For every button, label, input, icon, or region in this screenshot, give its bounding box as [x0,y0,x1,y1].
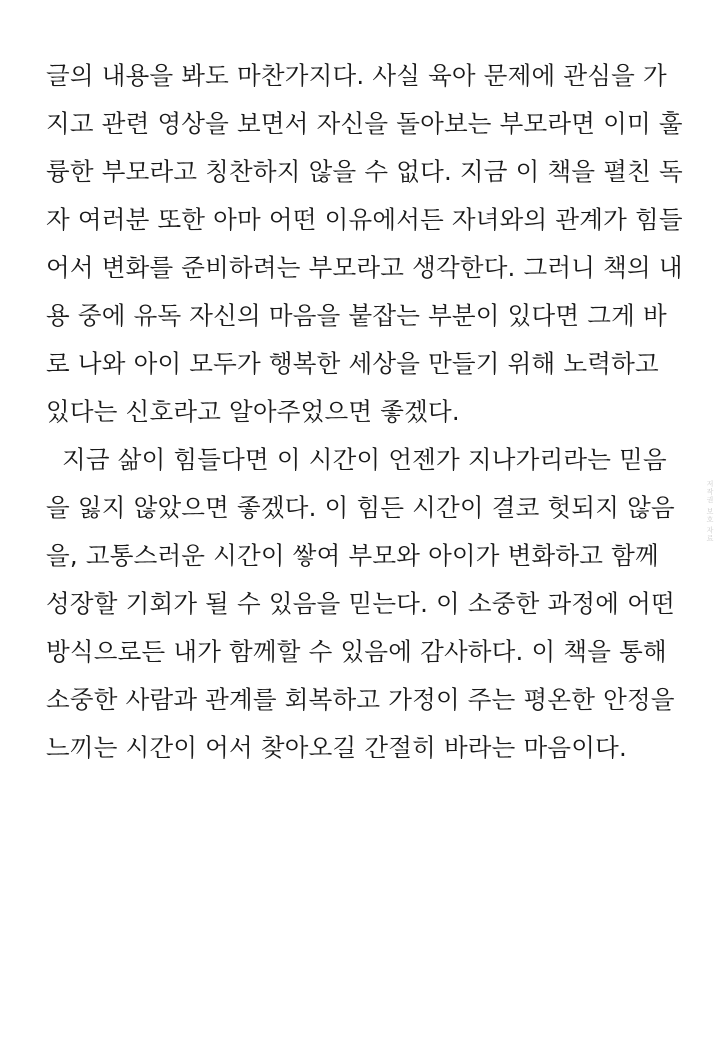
text-line: 지금 삶이 힘들다면 이 시간이 언젠가 지나가리라는 믿음 [46,445,667,474]
body-text [46,52,686,772]
margin-watermark: 저작권 보호 자료 [706,480,714,543]
text-line: 용 중에 유독 자신의 마음을 붙잡는 부분이 있다면 그게 바 [46,301,667,330]
text-line: 있다는 신호라고 알아주었으면 좋겠다. [46,397,460,426]
text-line: 륭한 부모라고 칭찬하지 않을 수 없다. 지금 이 책을 펼친 독 [46,157,683,186]
text-line: 성장할 기회가 될 수 있음을 믿는다. 이 소중한 과정에 어떤 [46,589,675,618]
text-line: 지고 관련 영상을 보면서 자신을 돌아보는 부모라면 이미 훌 [46,109,683,138]
text-line: 글의 내용을 봐도 마찬가지다. 사실 육아 문제에 관심을 가 [46,61,667,90]
text-line: 느끼는 시간이 어서 찾아오길 간절히 바라는 마음이다. [46,733,627,762]
text-line: 소중한 사람과 관계를 회복하고 가정이 주는 평온한 안정을 [46,685,675,714]
text-line: 방식으로든 내가 함께할 수 있음에 감사하다. 이 책을 통해 [46,637,667,666]
text-line: 을, 고통스러운 시간이 쌓여 부모와 아이가 변화하고 함께 [46,541,659,570]
text-line: 어서 변화를 준비하려는 부모라고 생각한다. 그러니 책의 내 [46,253,683,282]
text-line: 을 잃지 않았으면 좋겠다. 이 힘든 시간이 결코 헛되지 않음 [46,493,675,522]
text-line: 자 여러분 또한 아마 어떤 이유에서든 자녀와의 관계가 힘들 [46,205,683,234]
text-line: 로 나와 아이 모두가 행복한 세상을 만들기 위해 노력하고 [46,349,659,378]
